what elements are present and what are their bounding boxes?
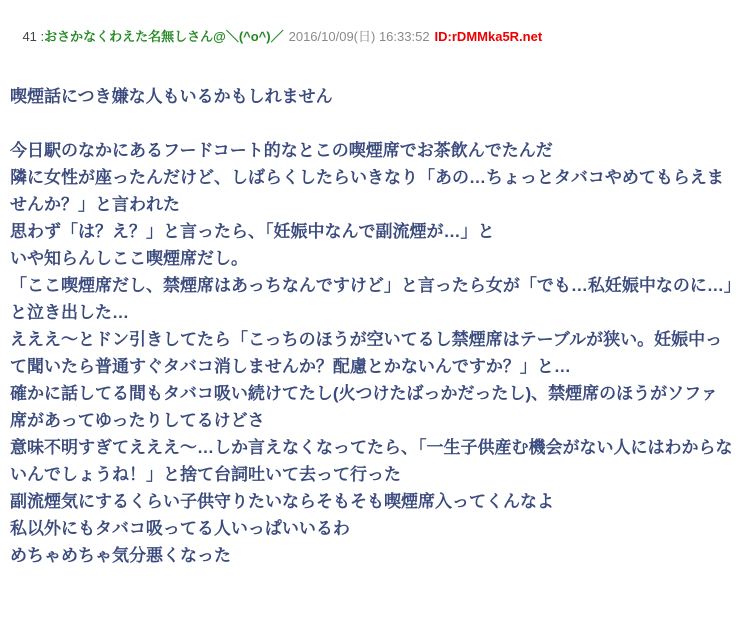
post-line: 隣に女性が座ったんだけど、しばらくしたらいきなり「あの…ちょっとタバコやめてもらえませんか？」と言われた bbox=[10, 168, 724, 214]
post-header bbox=[8, 14, 738, 59]
post-line: めちゃめちゃ気分悪くなった bbox=[10, 546, 231, 565]
post-line: いや知らんしここ喫煙席だし。 bbox=[10, 249, 248, 268]
post-line: 今日駅のなかにあるフードコート的なとこの喫煙席でお茶飲んでたんだ bbox=[10, 141, 553, 160]
bbs-post bbox=[0, 14, 738, 569]
post-line: 副流煙気にするくらい子供守りたいならそもそも喫煙席入ってくんなよ bbox=[10, 492, 554, 511]
post-body bbox=[10, 83, 734, 569]
post-line: 確かに話してる間もタバコ吸い続けてたし(火つけたばっかだったし)、禁煙席のほうがソファ席があってゆったりしてるけどさ bbox=[10, 384, 718, 430]
post-line bbox=[10, 110, 734, 137]
post-line: 思わず「は？え？」と言ったら、「妊娠中なんで副流煙が…」と bbox=[10, 222, 495, 241]
post-line: 「ここ喫煙席だし、禁煙席はあっちなんですけど」と言ったら女が「でも…私妊娠中なのに…」と泣き出した… bbox=[10, 276, 733, 322]
post-datetime: 2016/10/09(日) 16:33:52 bbox=[288, 29, 430, 44]
post-line: 喫煙話につき嫌な人もいるかもしれません bbox=[10, 87, 333, 106]
post-author: おさかなくわえた名無しさん@＼(^o^)／ bbox=[44, 29, 284, 44]
post-line: 私以外にもタバコ吸ってる人いっぱいいるわ bbox=[10, 519, 350, 538]
post-number: 41 : bbox=[22, 29, 45, 44]
post-id: ID:rDMMka5R.net bbox=[434, 29, 543, 44]
post-line: 意味不明すぎてえええ～…しか言えなくなってたら、「一生子供産む機会がない人にはわからないんでしょうね！」と捨て台詞吐いて去って行った bbox=[10, 438, 733, 484]
post-line: えええ～とドン引きしてたら「こっちのほうが空いてるし禁煙席はテーブルが狭い。妊娠中って聞いたら普通すぐタバコ消しませんか？配慮とかないんですか？」と… bbox=[10, 330, 723, 376]
